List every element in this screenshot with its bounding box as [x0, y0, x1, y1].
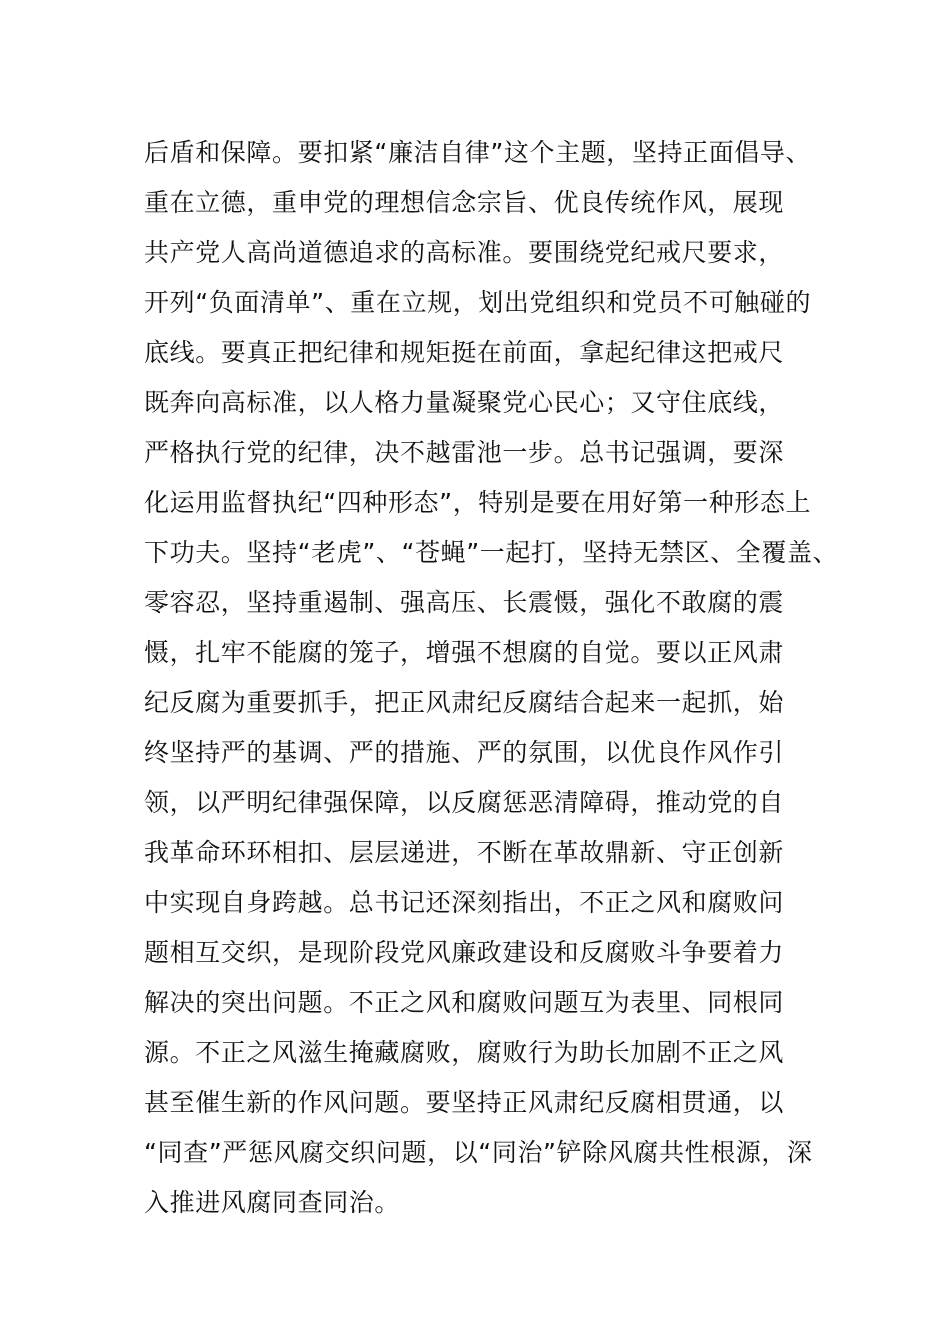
text-line: 解决的突出问题。不正之风和腐败问题互为表里、同根同: [144, 988, 785, 1017]
text-line: 严格执行党的纪律，决不越雷池一步。总书记强调，要深: [144, 438, 785, 467]
text-line: 题相互交织，是现阶段党风廉政建设和反腐败斗争要着力: [144, 938, 785, 967]
text-line: 源。不正之风滋生掩藏腐败，腐败行为助长加剧不正之风: [144, 1038, 785, 1067]
text-line: 后盾和保障。要扣紧“廉洁自律”这个主题，坚持正面倡导、: [144, 138, 812, 167]
text-line: 慑，扎牢不能腐的笼子，增强不想腐的自觉。要以正风肃: [144, 638, 785, 667]
text-line: 下功夫。坚持“老虎”、“苍蝇”一起打，坚持无禁区、全覆盖、: [144, 538, 839, 567]
text-line: 入推进风腐同查同治。: [144, 1188, 401, 1217]
text-line: 纪反腐为重要抓手，把正风肃纪反腐结合起来一起抓，始: [144, 688, 785, 717]
text-line: “同查”严惩风腐交织问题，以“同治”铲除风腐共性根源，深: [144, 1138, 813, 1167]
text-line: 终坚持严的基调、严的措施、严的氛围，以优良作风作引: [144, 738, 785, 767]
text-line: 化运用监督执纪“四种形态”，特别是要在用好第一种形态上: [144, 488, 812, 517]
body-paragraph: [144, 128, 839, 1228]
text-line: 甚至催生新的作风问题。要坚持正风肃纪反腐相贯通，以: [144, 1088, 785, 1117]
text-line: 底线。要真正把纪律和规矩挺在前面，拿起纪律这把戒尺: [144, 338, 785, 367]
text-line: 我革命环环相扣、层层递进，不断在革故鼎新、守正创新: [144, 838, 785, 867]
text-line: 中实现自身跨越。总书记还深刻指出，不正之风和腐败问: [144, 888, 785, 917]
text-line: 开列“负面清单”、重在立规，划出党组织和党员不可触碰的: [144, 288, 812, 317]
text-line: 既奔向高标准，以人格力量凝聚党心民心；又守住底线，: [144, 388, 785, 417]
text-line: 重在立德，重申党的理想信念宗旨、优良传统作风，展现: [144, 188, 785, 217]
text-line: 零容忍，坚持重遏制、强高压、长震慑，强化不敢腐的震: [144, 588, 785, 617]
text-line: 共产党人高尚道德追求的高标准。要围绕党纪戒尺要求，: [144, 238, 785, 267]
text-line: 领，以严明纪律强保障，以反腐惩恶清障碍，推动党的自: [144, 788, 785, 817]
